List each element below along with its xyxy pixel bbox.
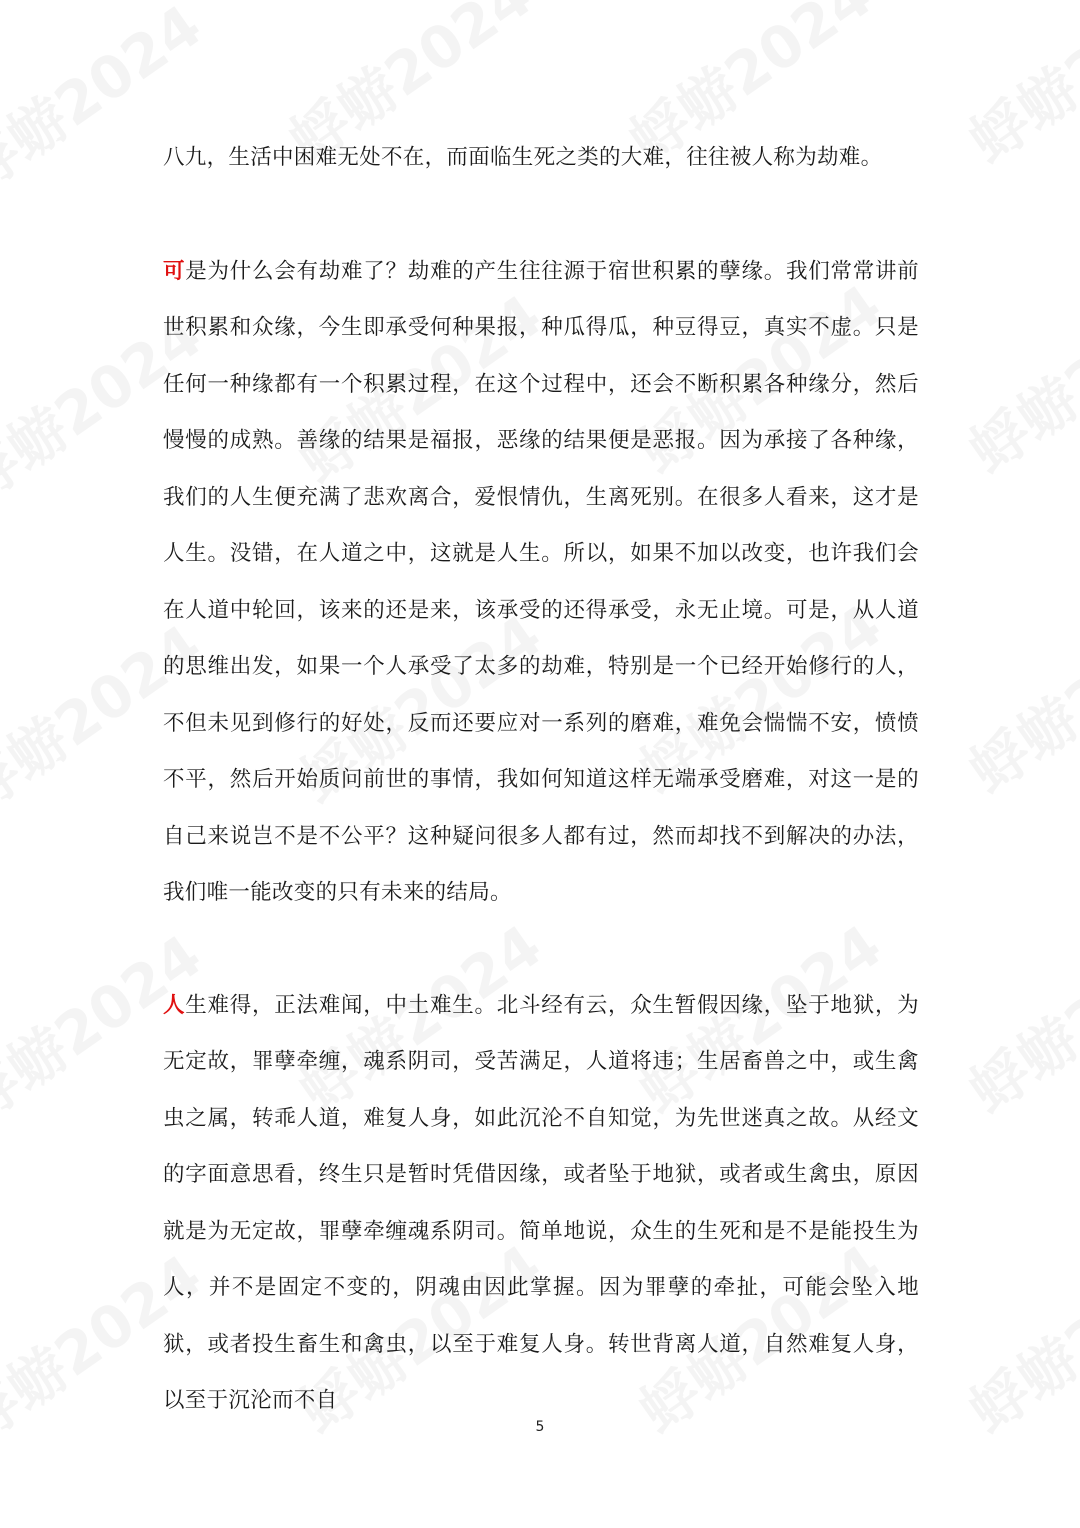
paragraph-text: 生难得，正法难闻，中土难生。北斗经有云，众生暂假因缘，坠于地狱，为无定故，罪孽牵缠，魂系阴司，受苦满足，人道将违；生居畜兽之中，或生禽虫之属，转乖人道，难复人身，如此沉沦不自知觉，为先世迷真之故。从经文的字面意思看，终生只是暂时凭借因缘，或者坠于地狱，或者或生禽虫，原因就是为无定故，罪孽牵缠魂系阴司。简单地说，众生的生死和是不是能投生为人，并不是固定不变的，阴魂由因此掌握。因为罪孽的牵扯，可能会坠入地狱，或者投生畜生和禽虫，以至于难复人身。转世背离人道，自然难复人身，以至于沉沦而不自 <box>163 992 919 1413</box>
paragraph-lead-char: 人 <box>163 992 186 1018</box>
paragraph-text: 八九，生活中困难无处不在，而面临生死之类的大难，往往被人称为劫难。 <box>163 145 883 170</box>
paragraph <box>163 130 919 187</box>
watermark <box>950 0 1080 179</box>
watermark <box>950 261 1080 489</box>
watermark <box>950 901 1080 1129</box>
paragraph <box>163 244 919 922</box>
page-number: 5 <box>535 1419 545 1435</box>
watermark <box>950 1221 1080 1449</box>
watermark <box>950 581 1080 809</box>
paragraph <box>163 978 919 1430</box>
document-body <box>163 130 919 1430</box>
paragraph-text: 是为什么会有劫难了？劫难的产生往往源于宿世积累的孽缘。我们常常讲前世积累和众缘，今生即承受何种果报，种瓜得瓜，种豆得豆，真实不虚。只是任何一种缘都有一个积累过程，在这个过程中，还会不断积累各种缘分，然后慢慢的成熟。善缘的结果是福报，恶缘的结果便是恶报。因为承接了各种缘，我们的人生便充满了悲欢离合，爱恨情仇，生离死别。在很多人看来，这才是人生。没错，在人道之中，这就是人生。所以，如果不加以改变，也许我们会在人道中轮回，该来的还是来，该承受的还得承受，永无止境。可是，从人道的思维出发，如果一个人承受了太多的劫难，特别是一个已经开始修行的人，不但未见到修行的好处，反而还要应对一系列的磨难，难免会惴惴不安，愤愤不平，然后开始质问前世的事情，我如何知道这样无端承受磨难，对这一是的自己来说岂不是不公平？这种疑问很多人都有过，然而却找不到解决的办法，我们唯一能改变的只有未来的结局。 <box>163 258 919 905</box>
paragraph-spacer <box>163 187 919 244</box>
paragraph-spacer <box>163 922 919 978</box>
paragraph-lead-char: 可 <box>163 258 186 284</box>
